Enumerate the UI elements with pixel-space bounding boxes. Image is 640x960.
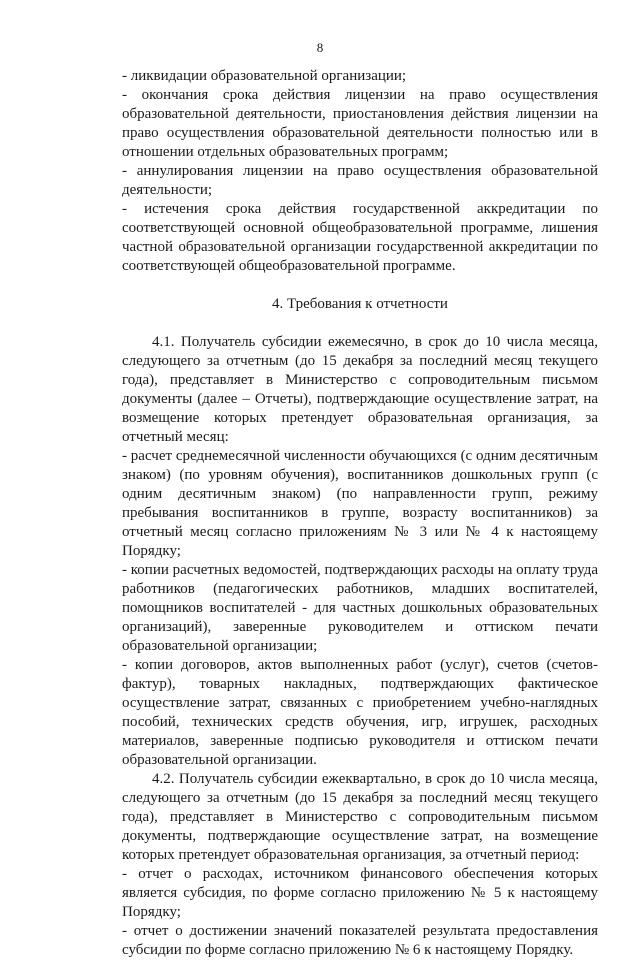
- section-heading: 4. Требования к отчетности: [272, 296, 448, 312]
- list-item: - расчет среднемесячной численности обучающихся (с одним десятичным знаком) (по уровням обучения), воспитанников дошкольных групп (с одним десятичным знаком) (по направленности групп, режиму пребывания воспитанников в группе, возрасту воспитанников) за отчетный месяц согласно приложениям № 3 или № 4 к настоящему Порядку;: [122, 448, 598, 559]
- list-item: - аннулирования лицензии на право осуществления образовательной деятельности;: [122, 163, 598, 198]
- list-item: - копии расчетных ведомостей, подтверждающих расходы на оплату труда работников (педагогических работников, младших воспитателей, помощников воспитателей - для частных дошкольных образовательных организаций), заверенные руководителем и оттиском печати образовательной организации;: [122, 562, 598, 654]
- list-item: - окончания срока действия лицензии на право осуществления образовательной деятельности, приостановления действия лицензии на право осуществления образовательной деятельности полностью или в отношении отдельных образовательных программ;: [122, 87, 598, 160]
- list-item: - отчет о достижении значений показателей результата предоставления субсидии по форме согласно приложению № 6 к настоящему Порядку.: [122, 923, 598, 958]
- page-number: 8: [316, 40, 324, 55]
- document-body: [122, 67, 598, 960]
- list-item: - истечения срока действия государственной аккредитации по соответствующей основной общеобразовательной программе, лишения частной образовательной организации государственной аккредитации по соответствующей общеобразовательной программе.: [122, 201, 598, 274]
- list-item: - копии договоров, актов выполненных работ (услуг), счетов (счетов-фактур), товарных накладных, подтверждающих фактическое осуществление затрат, связанных с приобретением учебно-наглядных пособий, технических средств обучения, игр, игрушек, расходных материалов, заверенные подписью руководителя и оттиском печати образовательной организации.: [122, 657, 598, 768]
- paragraph-4-1: 4.1. Получатель субсидии ежемесячно, в срок до 10 числа месяца, следующего за отчетным (до 15 декабря за последний месяц текущего года), представляет в Министерство с сопроводительным письмом документы (далее – Отчеты), подтверждающие осуществление затрат, на возмещение которых претендует образовательная организация, за отчетный месяц:: [122, 334, 598, 445]
- paragraph-4-2: 4.2. Получатель субсидии ежеквартально, в срок до 10 числа месяца, следующего за отчетным (до 15 декабря за последний месяц текущего года), представляет в Министерство с сопроводительным письмом документы, подтверждающие осуществление затрат, на возмещение которых претендует образовательная организация, за отчетный период:: [122, 771, 598, 863]
- list-item: - отчет о расходах, источником финансового обеспечения которых является субсидия, по форме согласно приложению № 5 к настоящему Порядку;: [122, 866, 598, 920]
- list-item: - ликвидации образовательной организации;: [122, 68, 407, 84]
